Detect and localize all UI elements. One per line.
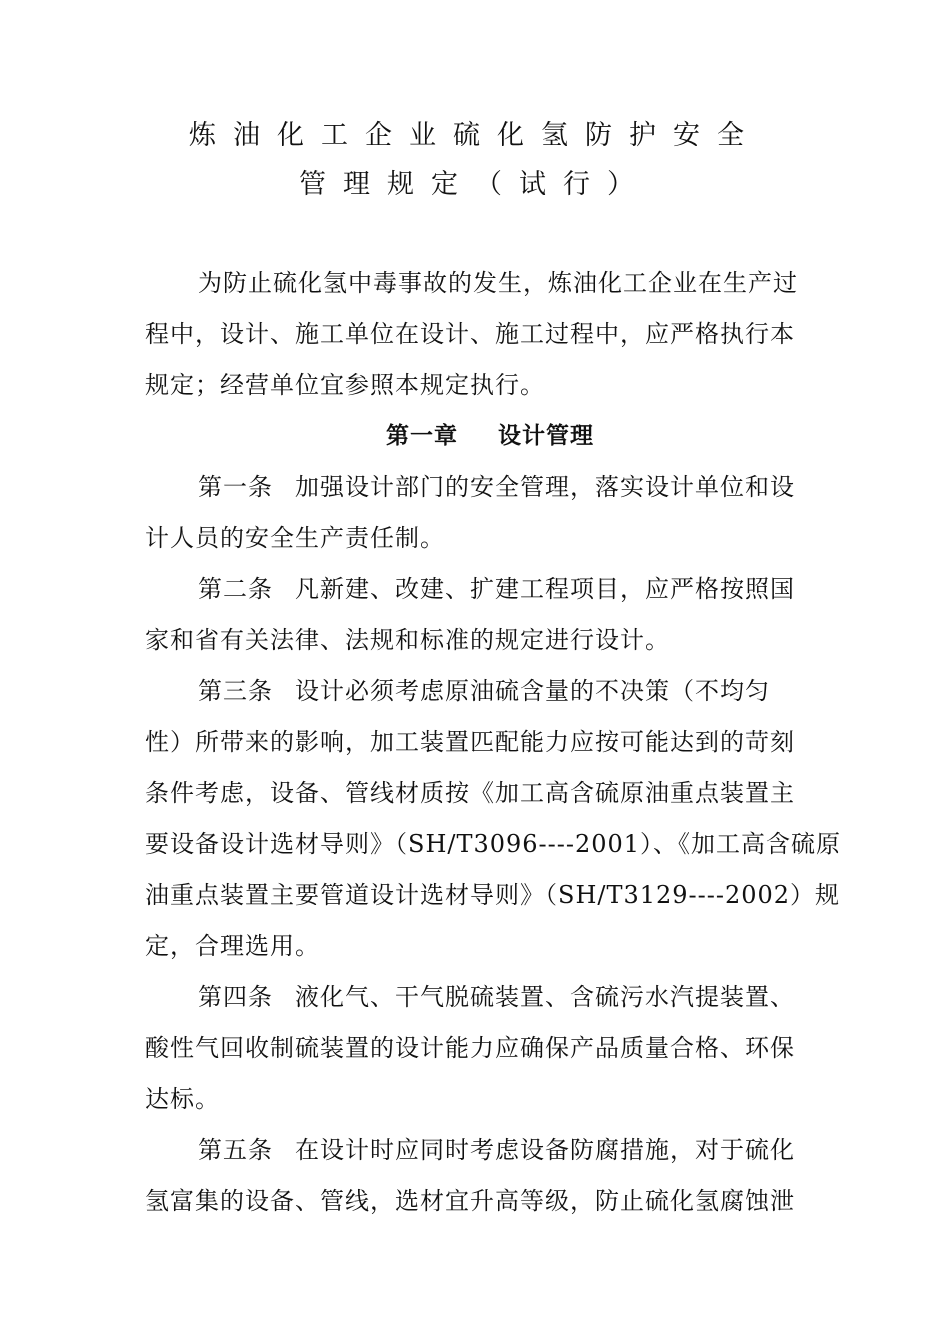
chapter-heading: [145, 411, 835, 462]
article-label: 第一条: [198, 473, 273, 501]
article-text: 达标。: [145, 1085, 220, 1113]
article-text: 计人员的安全生产责任制。: [145, 524, 445, 552]
article-text: 凡新建、改建、扩建工程项目，应严格按照国: [295, 575, 795, 603]
article-1: [145, 462, 835, 564]
article-label: 第二条: [198, 575, 273, 603]
article-label: 第三条: [198, 677, 273, 705]
article-5: [145, 1125, 835, 1227]
article-text: 酸性气回收制硫装置的设计能力应确保产品质量合格、环保: [145, 1034, 795, 1062]
article-text: 加强设计部门的安全管理，落实设计单位和设: [295, 473, 795, 501]
article-text: 液化气、干气脱硫装置、含硫污水汽提装置、: [295, 983, 795, 1011]
chapter-number: 第一章: [386, 423, 458, 449]
article-text: 定，合理选用。: [145, 932, 320, 960]
intro-line: 为防止硫化氢中毒事故的发生，炼油化工企业在生产过: [198, 269, 798, 297]
article-text: 油重点装置主要管道设计选材导则》（SH/T3129----2002）规: [145, 881, 841, 909]
chapter-name: 设计管理: [498, 423, 594, 449]
article-4: [145, 972, 835, 1125]
article-2: [145, 564, 835, 666]
article-text: 在设计时应同时考虑设备防腐措施，对于硫化: [295, 1136, 795, 1164]
article-text: 要设备设计选材导则》（SH/T3096----2001）、《加工高含硫原: [145, 830, 842, 858]
document-title-line-2: 管理规定（试行）: [299, 169, 651, 200]
article-text: 氢富集的设备、管线，选材宜升高等级，防止硫化氢腐蚀泄: [145, 1187, 795, 1215]
document-title-line-1: 炼油化工企业硫化氢防护安全: [189, 120, 761, 151]
article-text: 性）所带来的影响，加工装置匹配能力应按可能达到的苛刻: [145, 728, 795, 756]
intro-line: 规定；经营单位宜参照本规定执行。: [145, 371, 545, 399]
article-text: 设计必须考虑原油硫含量的不决策（不均匀: [295, 677, 770, 705]
article-text: 家和省有关法律、法规和标准的规定进行设计。: [145, 626, 670, 654]
article-text: 条件考虑，设备、管线材质按《加工高含硫原油重点装置主: [145, 779, 795, 807]
document-body: [145, 258, 842, 1227]
intro-line: 程中，设计、施工单位在设计、施工过程中，应严格执行本: [145, 320, 795, 348]
article-label: 第五条: [198, 1136, 273, 1164]
intro-paragraph: [145, 258, 835, 411]
article-3: [145, 666, 842, 972]
article-label: 第四条: [198, 983, 273, 1011]
